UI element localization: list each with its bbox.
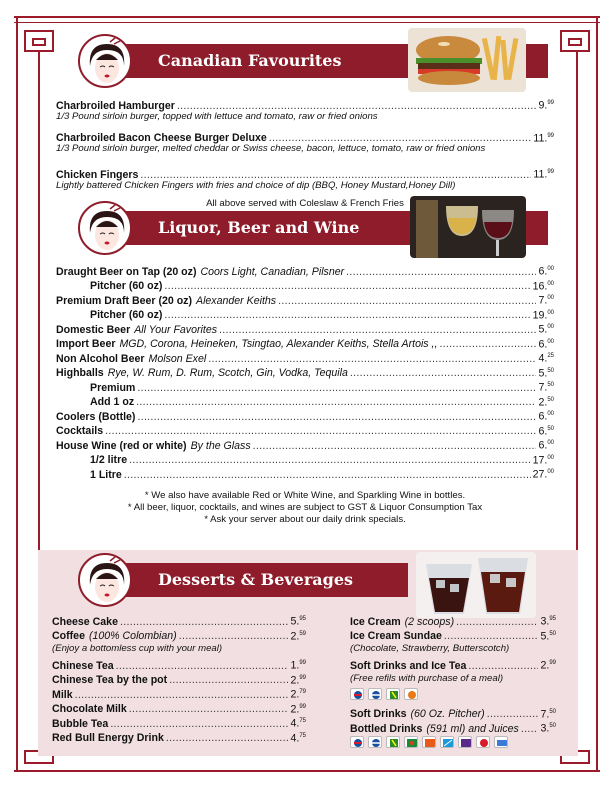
menu-item: Charbroiled Hamburger ..... 9.99 (56, 96, 554, 111)
drink-brand-icon (494, 736, 508, 748)
drink-brand-icon (422, 736, 436, 748)
menu-item: Red Bull Energy Drink ..... 4.75 (52, 729, 306, 744)
frame-top-line (14, 16, 600, 18)
wine-photo (410, 196, 526, 258)
drink-brand-icon (368, 736, 382, 748)
menu-item: Cocktails ..... 6.50 (56, 422, 554, 437)
frame-top-line-inner (14, 22, 600, 23)
drink-brand-icon (440, 736, 454, 748)
menu-item: Pitcher (60 oz) ..... 19.00 (56, 306, 554, 321)
menu-item: Highballs Rye, W. Rum, D. Rum, Scotch, Gin, Vodka, Tequila ..... 5.50 (56, 364, 554, 379)
item-note: Lightly battered Chicken Fingers with fries and choice of dip (BBQ, Honey Mustard,Honey Dill) (56, 179, 456, 191)
menu-item: Premium ..... 7.50 (56, 378, 554, 393)
menu-item: Domestic Beer All Your Favorites ..... 5.00 (56, 320, 554, 335)
geisha-logo-icon (78, 553, 132, 607)
liquor-items (56, 262, 554, 526)
menu-item: Soft Drinks (60 Oz. Pitcher) ..... 7.50 (350, 705, 556, 720)
frame-left-line (16, 16, 18, 772)
banner-desserts (98, 563, 408, 597)
drink-brand-icon (350, 736, 364, 748)
geisha-logo-icon (78, 201, 132, 255)
item-note: (Chocolate, Strawberry, Butterscotch) (350, 643, 510, 654)
menu-item: 1/2 litre ..... 17.00 (56, 451, 554, 466)
menu-item: Cheese Cake ..... 5.95 (52, 612, 306, 627)
frame-corner-tr-2 (568, 38, 582, 46)
drink-brands-row (350, 688, 556, 702)
menu-item: Add 1 oz ..... 2.50 (56, 393, 554, 408)
frame-right-line (596, 16, 598, 772)
menu-item: Chinese Tea by the pot ..... 2.99 (52, 671, 306, 686)
menu-item: Milk ..... 2.79 (52, 685, 306, 700)
drink-brand-icon (458, 736, 472, 748)
drink-brand-icon (350, 688, 364, 700)
menu-item: Import Beer MGD, Corona, Heineken, Tsingtao, Alexander Keiths, Stella Artois ,, ..... 6.00 (56, 335, 554, 350)
desserts-right (350, 612, 556, 753)
drink-brand-icon (476, 736, 490, 748)
menu-item: Chicken Fingers ..... 11.99 (56, 165, 554, 180)
menu-item: Charbroiled Bacon Cheese Burger Deluxe ..... 11.99 (56, 129, 554, 144)
geisha-logo-icon (78, 34, 132, 88)
menu-item: Coffee (100% Colombian) ..... 2.59 (52, 627, 306, 642)
section-title: Canadian Favourites (158, 51, 342, 70)
menu-item: Coolers (Bottle) ..... 6.00 (56, 407, 554, 422)
item-note: 1/3 Pound sirloin burger, melted cheddar or Swiss cheese, bacon, lettuce, tomato, raw or fried onions (56, 143, 486, 154)
menu-item: Premium Draft Beer (20 oz) Alexander Keiths ..... 7.00 (56, 291, 554, 306)
menu-item: Soft Drinks and Ice Tea ..... 2.99 (350, 656, 556, 671)
liquor-note: * We also have available Red or White Wine, and Sparkling Wine in bottles. (144, 489, 466, 501)
drink-brand-icon (368, 688, 382, 700)
menu-item: Ice Cream Sundae ..... 5.50 (350, 627, 556, 642)
section-title: Liquor, Beer and Wine (158, 218, 360, 237)
item-note: (Free refils with purchase of a meal) (350, 672, 504, 684)
menu-item: Draught Beer on Tap (20 oz) Coors Light, Canadian, Pilsner ..... 6.00 (56, 262, 554, 277)
drink-brand-icon (386, 688, 400, 700)
menu-item: Bubble Tea ..... 4.75 (52, 714, 306, 729)
frame-corner-tl-2 (32, 38, 46, 46)
menu-item: Pitcher (60 oz) ..... 16.00 (56, 277, 554, 292)
menu-item: Non Alcohol Beer Molson Exel ..... 4.25 (56, 349, 554, 364)
drink-brand-icon (404, 736, 418, 748)
menu-item: Chocolate Milk ..... 2.99 (52, 700, 306, 715)
liquor-note: * Ask your server about our daily drink specials. (204, 513, 406, 525)
menu-item: House Wine (red or white) By the Glass ..... 6.00 (56, 436, 554, 451)
section-title: Desserts & Beverages (158, 570, 354, 589)
drink-brands-row (350, 736, 556, 750)
menu-item: Bottled Drinks (591 ml) and Juices ..... 3.50 (350, 719, 556, 734)
drink-brand-icon (386, 736, 400, 748)
drink-brand-icon (404, 688, 418, 700)
burger-photo (408, 28, 526, 92)
frame-bottom-line (14, 770, 600, 772)
canadian-footer: All above served with Coleslaw & French Fries (206, 197, 404, 209)
desserts-left (52, 612, 306, 743)
canadian-items (56, 96, 554, 210)
menu-item: Ice Cream (2 scoops) ..... 3.95 (350, 612, 556, 627)
menu-item: Chinese Tea ..... 1.99 (52, 656, 306, 671)
menu-item: 1 Litre ..... 27.00 (56, 465, 554, 480)
item-note: (Enjoy a bottomless cup with your meal) (52, 643, 223, 654)
item-note: 1/3 Pound sirloin burger, topped with lettuce and tomato, raw or fried onions (56, 110, 378, 122)
soda-photo (416, 552, 536, 618)
liquor-note: * All beer, liquor, cocktails, and wines are subject to GST & Liquor Consumption Tax (127, 501, 483, 513)
